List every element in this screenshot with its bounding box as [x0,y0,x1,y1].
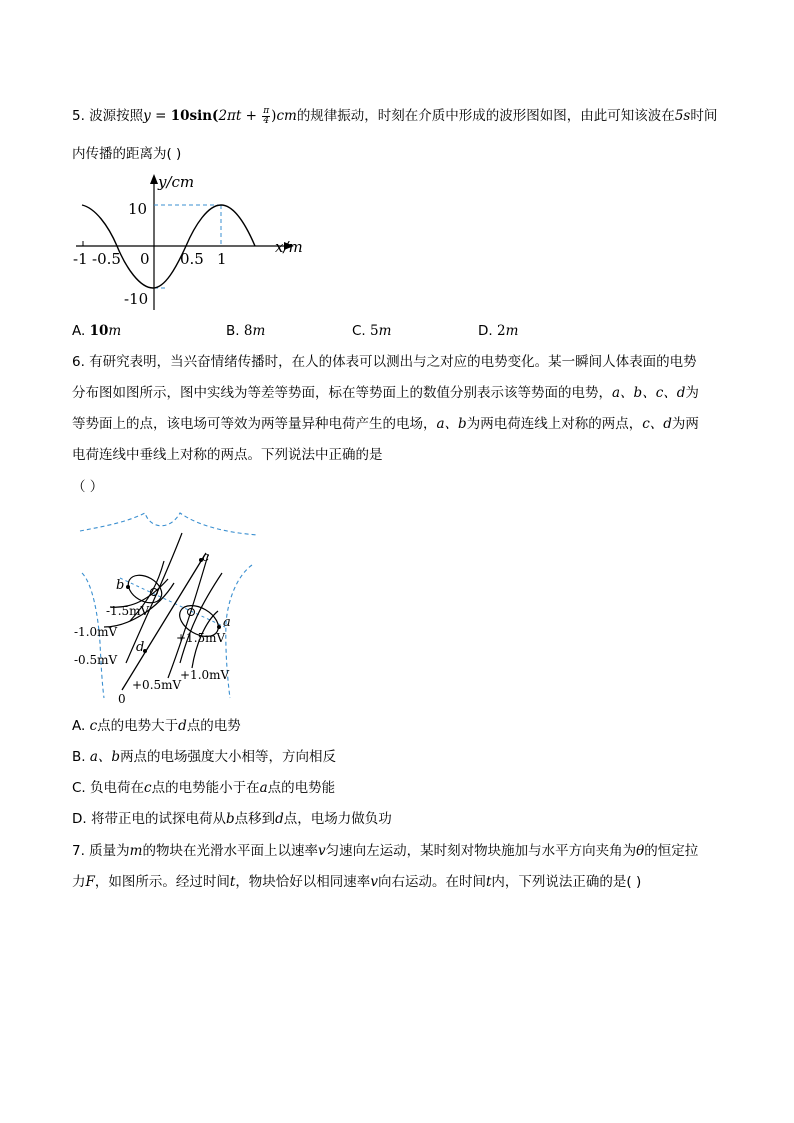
q6-line4: 电荷连线中垂线上对称的两点。下列说法中正确的是 [72,447,383,463]
q5-wave-graph [70,170,320,315]
q6-potential-label: -1.0mV [74,625,118,639]
q7-line1: 7. 质量为m的物块在光滑水平面上以速率v匀速向左运动，某时刻对物块施加与水平方向夹角为θ的恒定拉 [72,843,699,859]
q5-y-axis-label: y/cm [158,173,195,191]
q5-x-tick: 1 [217,250,227,268]
q5-y-bottom: -10 [124,290,149,308]
q6-potential-figure [70,503,270,708]
q5-line1: 5. 波源按照y = 10sin(2πt + $\frac{\pi}{4}$ )cm的规律振动，时刻在介质中形成的波形图如图，由此可知该波在5s时间 [72,105,718,126]
q5-option-d[interactable]: D. 2m [478,323,519,339]
q6-label-b: b [116,578,125,593]
q6-label-a: a [223,615,231,630]
q6-potential-label: +1.5mV [176,631,226,645]
q6-label-c: c [202,550,210,565]
q6-point-a [217,625,221,629]
q6-line3: 等势面上的点，该电场可等效为两等量异种电荷产生的电场，a、b为两电荷连线上对称的两点，c、d为两 [72,416,699,432]
q5-x-tick: -0.5 [92,250,121,268]
q6-potential-label: 0 [118,692,126,706]
q6-line5: （ ） [72,479,104,495]
q5-x-axis-label: x/m [275,238,303,256]
q5-time: 5s [674,108,691,124]
q6-potential-label: -0.5mV [74,653,118,667]
q5-option-b[interactable]: B. 8m [226,323,266,339]
q6-body-outline-right [226,565,252,698]
q6-potential-label: +1.0mV [180,668,230,682]
q6-option-b[interactable]: B. a、b两点的电场强度大小相等，方向相反 [72,749,337,765]
q5-formula-amp: 10 [170,108,190,124]
q6-option-a[interactable]: A. c点的电势大于d点的电势 [72,718,241,734]
q5-x-tick: 0.5 [180,250,204,268]
q6-option-c[interactable]: C. 负电荷在c点的电势能小于在a点的电势能 [72,780,336,796]
q6-point-b [126,585,130,589]
q5-x-tick: 0 [140,250,150,268]
y-axis-arrow-icon [150,174,158,184]
q5-line2: 内传播的距离为( ) [72,146,182,162]
q5-x-tick: -1 [73,250,88,268]
q6-line2: 分布图如图所示，图中实线为等差等势面，标在等势面上的数值分别表示该等势面的电势，a、b、c、d为 [72,385,699,401]
q6-potential-label: -1.5mV [106,604,150,618]
q6-label-d: d [136,640,145,655]
q6-line1: 6. 有研究表明，当兴奋情绪传播时，在人的体表可以测出与之对应的电势变化。某一瞬间人体表面的电势 [72,354,697,370]
q5-formula-fraction: $\frac{\pi}{4}$ [263,105,270,126]
q5-prefix: 5. 波源按照 [72,108,144,124]
q6-neg-ellipse [123,570,166,609]
q5-y-top: 10 [128,200,148,218]
q6-option-d[interactable]: D. 将带正电的试探电荷从b点移到d点，电场力做负功 [72,811,392,827]
q5-option-c[interactable]: C. 5m [352,323,392,339]
q6-body-outline-top [80,513,258,535]
q5-option-a[interactable]: A. 10m [72,323,122,339]
q7-line2: 力F，如图所示。经过时间t，物块恰好以相同速率v向右运动。在时间t内，下列说法正确的是( ) [72,874,642,890]
q6-potential-label: +0.5mV [132,678,182,692]
q5-formula-y: y [143,108,151,124]
